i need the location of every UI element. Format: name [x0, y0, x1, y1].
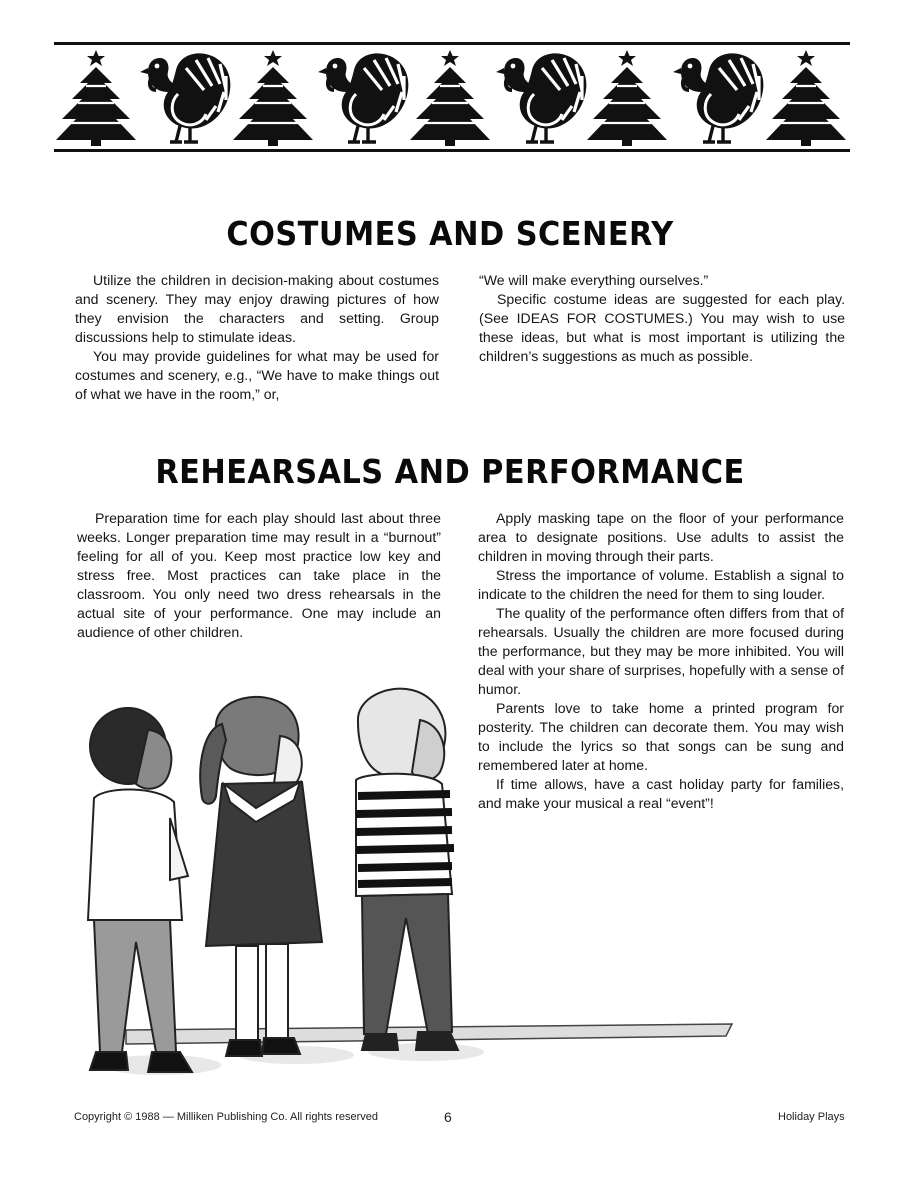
paragraph: Specific costume ideas are suggested for each play. (See IDEAS FOR COSTUMES.) You may wish to use these ideas, but what is most important is utilizing the children’s suggestions as much as possible. — [479, 291, 845, 364]
paragraph: Apply masking tape on the floor of your performance area to designate positions. Use adults to assist the children in moving through their parts. — [478, 510, 844, 564]
page-number: 6 — [444, 1109, 452, 1125]
paragraph: The quality of the performance often differs from that of rehearsals. Usually the children are more focused during the performance, but they may be more inhibited. You will deal with your share of surprises, hopefully with a sense of humor. — [478, 605, 844, 697]
banner-top-rule — [54, 42, 850, 45]
tree-icon — [56, 50, 136, 146]
child-figure — [200, 697, 322, 1056]
banner-motifs — [54, 46, 850, 148]
tree-icon — [766, 50, 846, 146]
copyright-notice: Copyright © 1988 — Milliken Publishing Co. All rights reserved — [74, 1111, 379, 1123]
child-figure — [88, 708, 192, 1072]
turkey-icon — [318, 53, 408, 142]
section-heading-costumes: COSTUMES AND SCENERY — [226, 214, 674, 253]
paragraph: Utilize the children in decision-making about costumes and scenery. They may enjoy drawing pictures of how they envision the characters and setting. Group discussions help to stimulate ideas. — [75, 272, 439, 345]
costumes-column-left — [75, 271, 439, 404]
paragraph: You may provide guidelines for what may be used for costumes and scenery, e.g., “We have to make things out of what we have in the room,” or, — [75, 348, 439, 402]
tree-icon — [410, 50, 490, 146]
header-banner — [54, 42, 850, 154]
book-title: Holiday Plays — [778, 1111, 845, 1123]
paragraph: Stress the importance of volume. Establish a signal to indicate to the children the need for them to sing louder. — [478, 567, 844, 602]
rehearsals-column-left — [77, 509, 441, 642]
child-figure — [356, 689, 458, 1050]
section-heading-rehearsals: REHEARSALS AND PERFORMANCE — [155, 452, 745, 491]
turkey-icon — [140, 53, 230, 142]
paragraph: If time allows, have a cast holiday party for families, and make your musical a real “event”! — [478, 776, 844, 811]
paragraph: Preparation time for each play should last about three weeks. Longer preparation time may result in a “burnout” feeling for all of you. Keep most practice low key and stress free. Most practices can take place in the classroom. You only need two dress rehearsals in the actual site of your performance. One may include an audience of other children. — [77, 510, 441, 640]
tree-icon — [587, 50, 667, 146]
costumes-column-right — [479, 271, 845, 366]
paragraph: Parents love to take home a printed program for posterity. The children can decorate them. You may wish to include the lyrics so that songs can be sung and remembered later at home. — [478, 700, 844, 773]
paragraph: “We will make everything ourselves.” — [479, 272, 709, 288]
turkey-icon — [673, 53, 763, 142]
children-illustration — [66, 680, 746, 1100]
banner-bottom-rule — [54, 149, 850, 152]
tree-icon — [233, 50, 313, 146]
turkey-icon — [496, 53, 586, 142]
